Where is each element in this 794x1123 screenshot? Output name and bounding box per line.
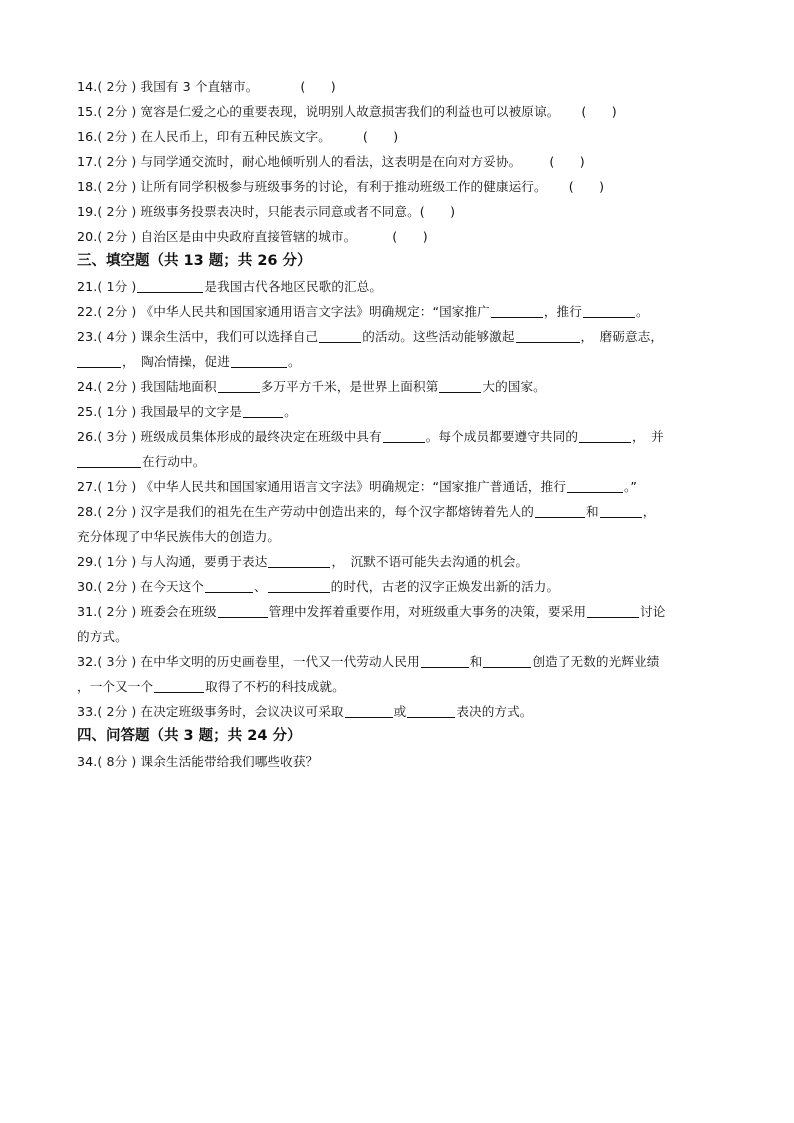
answer-blank[interactable] xyxy=(483,653,531,668)
question-score: ( 2分 ) xyxy=(97,604,137,619)
question-text: 我国最早的文字是 xyxy=(140,404,243,419)
question-number: 25. xyxy=(77,404,98,419)
question-number: 15. xyxy=(77,104,98,119)
answer-blank[interactable] xyxy=(600,503,642,518)
answer-blank[interactable] xyxy=(579,428,631,443)
question-19 xyxy=(77,199,727,224)
question-text: 班级事务投票表决时，只能表示同意或者不同意。 xyxy=(140,204,420,219)
question-number: 31. xyxy=(77,604,98,619)
answer-parentheses[interactable]: ( ) xyxy=(568,179,605,194)
question-text: 在人民币上，印有五种民族文字。 xyxy=(140,129,331,144)
question-score: ( 8分 ) xyxy=(97,754,137,769)
question-number: 34. xyxy=(77,754,98,769)
question-text: 。 xyxy=(287,354,301,369)
question-text: 与同学通交流时，耐心地倾听别人的看法，这表明是在向对方妥协。 xyxy=(140,154,522,169)
answer-blank[interactable] xyxy=(516,328,580,343)
question-28-continued xyxy=(77,524,727,549)
question-text: 、 xyxy=(253,579,267,594)
section-heading-fill-in: 三、填空题（共 13 题；共 26 分） xyxy=(77,253,312,269)
answer-blank[interactable] xyxy=(491,303,543,318)
exam-content xyxy=(77,74,727,774)
question-text: 班委会在班级 xyxy=(140,604,217,619)
question-text: 在决定班级事务时，会议决议可采取 xyxy=(140,704,344,719)
question-text: 与人沟通，要勇于表达 xyxy=(140,554,268,569)
question-21 xyxy=(77,274,727,299)
question-number: 26. xyxy=(77,429,98,444)
question-text: 《中华人民共和国国家通用语言文字法》明确规定：“国家推广 xyxy=(140,304,490,319)
question-score: ( 1分 ) xyxy=(97,554,137,569)
question-score: ( 2分 ) xyxy=(97,504,137,519)
question-18 xyxy=(77,174,727,199)
question-text: ， 沉默不语可能失去沟通的机会。 xyxy=(331,554,529,569)
question-14 xyxy=(77,74,727,99)
question-text: 课余生活能带给我们哪些收获？ xyxy=(140,754,319,769)
question-number: 33. xyxy=(77,704,98,719)
answer-blank[interactable] xyxy=(421,653,469,668)
question-text: 充分体现了中华民族伟大的创造力。 xyxy=(77,529,281,544)
answer-blank[interactable] xyxy=(268,578,330,593)
question-text: 大的国家。 xyxy=(482,379,546,394)
question-28 xyxy=(77,499,727,524)
question-text: 班级成员集体形成的最终决定在班级中具有 xyxy=(140,429,382,444)
question-number: 20. xyxy=(77,229,98,244)
answer-blank[interactable] xyxy=(218,378,260,393)
question-text: 在行动中。 xyxy=(142,454,206,469)
answer-blank[interactable] xyxy=(231,353,287,368)
question-text: 的活动。这些活动能够激起 xyxy=(362,329,515,344)
question-text: ， 并 xyxy=(632,429,664,444)
question-23-continued xyxy=(77,349,727,374)
question-score: ( 2分 ) xyxy=(97,129,137,144)
question-text: 让所有同学积极参与班级事务的讨论，有利于推动班级工作的健康运行。 xyxy=(140,179,547,194)
question-number: 30. xyxy=(77,579,98,594)
answer-blank[interactable] xyxy=(137,278,203,293)
question-text: 汉字是我们的祖先在生产劳动中创造出来的，每个汉字都熔铸着先人的 xyxy=(140,504,535,519)
answer-parentheses[interactable]: ( ) xyxy=(392,229,428,244)
question-text: 表决的方式。 xyxy=(456,704,533,719)
question-text: 。” xyxy=(624,479,638,494)
question-text: 课余生活中，我们可以选择自己 xyxy=(140,329,319,344)
answer-blank[interactable] xyxy=(77,453,141,468)
question-23 xyxy=(77,324,727,349)
question-number: 29. xyxy=(77,554,98,569)
question-number: 27. xyxy=(77,479,98,494)
question-33 xyxy=(77,699,727,724)
question-text: ， 陶冶情操，促进 xyxy=(122,354,230,369)
question-score: ( 2分 ) xyxy=(97,704,137,719)
question-text: ， 磨砺意志， xyxy=(580,329,664,344)
question-text: 在今天这个 xyxy=(140,579,204,594)
question-text: 多万平方千米，是世界上面积第 xyxy=(260,379,439,394)
question-22 xyxy=(77,299,727,324)
question-number: 28. xyxy=(77,504,98,519)
question-score: ( 2分 ) xyxy=(97,579,137,594)
section-heading-essay: 四、问答题（共 3 题；共 24 分） xyxy=(77,728,302,744)
question-text: 自治区是由中央政府直接管辖的城市。 xyxy=(140,229,357,244)
answer-parentheses[interactable]: ( ) xyxy=(581,104,617,119)
answer-blank[interactable] xyxy=(77,353,121,368)
question-score: ( 2分 ) xyxy=(97,229,137,244)
question-text: 是我国古代各地区民歌的汇总。 xyxy=(204,279,383,294)
question-score: ( 2分 ) xyxy=(97,379,137,394)
question-number: 19. xyxy=(77,204,98,219)
question-32-continued xyxy=(77,674,727,699)
answer-blank[interactable] xyxy=(154,678,204,693)
answer-blank[interactable] xyxy=(243,403,283,418)
question-16 xyxy=(77,124,727,149)
question-score: ( 2分 ) xyxy=(97,179,137,194)
question-text: ， xyxy=(642,504,656,519)
question-20 xyxy=(77,224,727,249)
question-25 xyxy=(77,399,727,424)
question-score: ( 2分 ) xyxy=(97,204,137,219)
question-text: 我国陆地面积 xyxy=(140,379,217,394)
question-score: ( 2分 ) xyxy=(97,154,137,169)
answer-blank[interactable] xyxy=(383,428,425,443)
answer-blank[interactable] xyxy=(587,603,639,618)
answer-blank[interactable] xyxy=(205,578,253,593)
question-number: 16. xyxy=(77,129,98,144)
question-score: ( 3分 ) xyxy=(97,429,137,444)
answer-blank[interactable] xyxy=(319,328,361,343)
question-number: 17. xyxy=(77,154,98,169)
question-score: ( 1分 ) xyxy=(97,404,137,419)
question-text: 取得了不朽的科技成就。 xyxy=(205,679,345,694)
question-text: 宽容是仁爱之心的重要表现，说明别人故意损害我们的利益也可以被原谅。 xyxy=(140,104,560,119)
question-27 xyxy=(77,474,727,499)
question-text: 或 xyxy=(393,704,407,719)
question-score: ( 4分 ) xyxy=(97,329,137,344)
question-number: 32. xyxy=(77,654,98,669)
question-17 xyxy=(77,149,727,174)
question-text: 在中华文明的历史画卷里，一代又一代劳动人民用 xyxy=(140,654,420,669)
answer-blank[interactable] xyxy=(345,703,393,718)
answer-parentheses[interactable]: ( ) xyxy=(549,154,585,169)
question-31-continued xyxy=(77,624,727,649)
question-26-continued xyxy=(77,449,727,474)
question-30 xyxy=(77,574,727,599)
answer-blank[interactable] xyxy=(567,478,623,493)
question-text: ，一个又一个 xyxy=(77,679,154,694)
answer-blank[interactable] xyxy=(218,603,268,618)
answer-blank[interactable] xyxy=(439,378,481,393)
question-text: 。 xyxy=(635,304,649,319)
question-text: 的方式。 xyxy=(77,629,128,644)
question-15 xyxy=(77,99,727,124)
question-score: ( 2分 ) xyxy=(97,104,137,119)
question-text: 我国有 3 个直辖市。 xyxy=(140,79,259,94)
question-score: ( 2分 ) xyxy=(97,79,137,94)
question-26 xyxy=(77,424,727,449)
question-text: 讨论 xyxy=(640,604,666,619)
question-text: 《中华人民共和国国家通用语言文字法》明确规定：“国家推广普通话，推行 xyxy=(140,479,567,494)
question-text: 的时代，古老的汉字正焕发出新的活力。 xyxy=(330,579,560,594)
answer-blank[interactable] xyxy=(535,503,585,518)
question-32 xyxy=(77,649,727,674)
question-score: ( 3分 ) xyxy=(97,654,137,669)
question-number: 24. xyxy=(77,379,98,394)
question-text: 。每个成员都要遵守共同的 xyxy=(425,429,579,444)
question-31 xyxy=(77,599,727,624)
question-24 xyxy=(77,374,727,399)
question-text: ，推行 xyxy=(543,304,582,319)
question-number: 14. xyxy=(77,79,98,94)
answer-parentheses[interactable]: ( ) xyxy=(419,204,456,219)
question-number: 23. xyxy=(77,329,98,344)
question-score: ( 2分 ) xyxy=(97,304,137,319)
question-number: 22. xyxy=(77,304,98,319)
question-text: 管理中发挥着重要作用，对班级重大事务的决策，要采用 xyxy=(268,604,587,619)
question-29 xyxy=(77,549,727,574)
question-number: 18. xyxy=(77,179,98,194)
answer-parentheses[interactable]: ( ) xyxy=(300,79,336,94)
question-number: 21. xyxy=(77,279,98,294)
question-text: 。 xyxy=(284,404,297,419)
question-34 xyxy=(77,749,727,774)
answer-blank[interactable] xyxy=(407,703,455,718)
answer-parentheses[interactable]: ( ) xyxy=(362,129,399,144)
question-text: 和 xyxy=(469,654,483,669)
answer-blank[interactable] xyxy=(268,553,330,568)
question-score: ( 1分 ) xyxy=(97,479,137,494)
question-text: 和 xyxy=(586,504,599,519)
question-score: ( 1分 ) xyxy=(97,279,137,294)
question-text: 创造了无数的光辉业绩 xyxy=(532,654,660,669)
answer-blank[interactable] xyxy=(583,303,635,318)
